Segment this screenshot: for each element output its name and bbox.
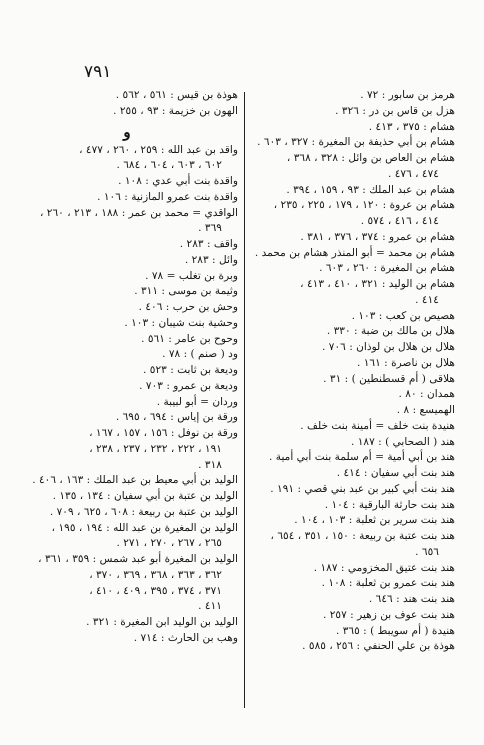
index-entry: هند بنت سرير بن ثعلبة : ١٠٣ ، ١٠٤ . xyxy=(294,514,455,527)
index-entry: هشام بن الوليد : ٣٢١ ، ٤١٠ ، ٤١٣ ، xyxy=(300,278,455,290)
index-entry-continuation: ٤٧٤ ، ٤٧٦ . xyxy=(387,167,439,180)
index-entry: هند ( الصحابي ) : ١٨٧ . xyxy=(350,435,455,448)
index-entry: هند بنت عتيق المخزومي : ١٨٧ . xyxy=(313,561,455,574)
index-entry-continuation: ٣١٨ . xyxy=(198,458,222,471)
index-entry: واقف : ٢٨٣ . xyxy=(179,238,238,250)
index-entry: هوذة بن علي الحنفي : ٢٥٦ ، ٥٨٥ . xyxy=(302,640,455,653)
index-entry: هصيص بن كعب : ١٠٣ . xyxy=(351,309,455,322)
index-entry: هشام : ٣٧٥ ، ٤١٣ . xyxy=(368,120,455,133)
index-entry: الوليد بن الوليد ابن المغيرة : ٣٢١ . xyxy=(86,616,238,628)
index-entry: ود ( صنم ) : ٧٨ . xyxy=(162,348,238,361)
index-entry: وثيمة بن موسى : ٣١١ . xyxy=(134,285,238,298)
index-entry-continuation: ٣٦٢ ، ٣٦٣ ، ٣٦٨ ، ٣٦٩ ، ٣٧٠ ، xyxy=(89,568,222,581)
index-entry: هلال بن مالك بن ضبة : ٣٣٠ . xyxy=(326,325,455,338)
index-entry: هنيدة ( أم سويبط ) : ٣٦٥ . xyxy=(335,624,455,637)
index-entry: ورقة بن نوفل : ١٥٦ ، ١٥٧ ، ١٦٧ ، xyxy=(89,427,238,439)
index-entry: هند بنت عمرو بن ثعلبة : ١٠٨ . xyxy=(321,577,455,590)
index-entry: وحش بن حرب : ٤٠٦ . xyxy=(138,301,238,313)
index-entry: واقدة بنت عمرو المازنية : ١٠٦ . xyxy=(97,190,238,203)
index-entry: هند بنت هند : ٦٤٦ . xyxy=(368,593,455,605)
index-entry: هشام بن عبد الملك : ٩٣ ، ١٥٩ ، ٣٩٤ . xyxy=(286,183,455,196)
page-number: ٧٩١ xyxy=(84,62,112,82)
index-entry: هند بنت أبي كبير بن عبد بني قصي : ١٩١ . xyxy=(270,482,455,495)
index-entry: هند بنت عتبة بن ربيعة : ١٥٠ ، ٣٥١ ، ٦٥٤ ، xyxy=(270,530,455,542)
index-entry: ورقة بن إياس : ٦٩٤ ، ٦٩٥ . xyxy=(115,411,238,424)
index-entry: وحشية بنت شيبان : ١٠٣ . xyxy=(124,316,238,329)
index-entry: هشام بن عروة : ١٢٠ ، ١٧٩ ، ٢٢٥ ، ٢٣٥ ، xyxy=(273,199,455,212)
section-letter-waw: و xyxy=(123,122,131,141)
index-entry: همدان : ٨٠ . xyxy=(398,388,455,401)
index-entry: الهميسع : ٨ . xyxy=(396,404,455,416)
index-entry-continuation: ٢٦٥ ، ٢٦٧ ، ٢٧٠ ، ٢٧١ . xyxy=(116,537,222,550)
index-entry: هوذة بن قيس : ٥٦١ ، ٥٦٢ . xyxy=(115,89,238,101)
index-entry: الهون بن خزيمة : ٩٣ ، ٢٥٥ . xyxy=(113,104,238,117)
index-entry-continuation: ١٩١ ، ٢٢٢ ، ٢٣٢ ، ٢٣٧ ، ٢٣٨ ، xyxy=(89,442,222,455)
index-entry: واقد بن عبد الله : ٢٥٩ ، ٢٦٠ ، ٤٧٧ ، xyxy=(79,143,238,156)
index-entry-continuation: ٦٥٦ . xyxy=(415,545,439,558)
index-entry: هشام بن عمرو : ٣٧٤ ، ٣٧٦ ، ٣٨١ . xyxy=(300,230,455,243)
index-entry: وردان = أبو لبيبة . xyxy=(156,395,238,408)
index-entry: الوليد بن أبي معيط بن عبد الملك : ١٦٣ ، ٤٠٦ . xyxy=(32,474,238,487)
index-entry-continuation: ٣٧١ ، ٣٧٤ ، ٣٩٥ ، ٤٠٩ ، ٤١٠ ، xyxy=(89,584,222,597)
index-entry: هند بنت عوف بن زهير : ٢٥٧ . xyxy=(322,608,455,621)
index-entry: هرمز بن سابور : ٧٢ . xyxy=(360,89,455,101)
index-entry: هشام بن محمد = أبو المنذر هشام بن محمد . xyxy=(254,246,455,259)
index-entry-continuation: ٣٦٩ . xyxy=(198,222,222,235)
index-entry: هند بن أبي أمية = أم سلمة بنت أبي أمية . xyxy=(269,451,455,464)
index-entry: هشام بن المغيرة : ٢٦٠ ، ٦٠٣ . xyxy=(319,262,455,275)
index-entry: وهب بن الحارث : ٧١٤ . xyxy=(133,631,238,644)
index-entry: هشام بن أبي حذيفة بن المغيرة : ٣٢٧ ، ٦٠٣ . xyxy=(257,136,455,149)
index-entry: الوليد بن عتبة بن أبي سفيان : ١٣٤ ، ١٣٥ . xyxy=(52,490,238,502)
index-entry: هزل بن قاس بن در : ٣٢٦ . xyxy=(335,104,455,117)
index-entry: وديعة بن ثابت : ٥٢٣ . xyxy=(143,364,238,376)
index-entry: هنيدة بنت خلف = أمينة بنت خلف . xyxy=(300,419,455,432)
index-entry: الوليد بن المغيرة أبو عبد شمس : ٣٥٩ ، ٣٦١ ، xyxy=(38,553,238,565)
left-column-top-entries xyxy=(16,88,238,120)
left-column-entries xyxy=(16,143,238,647)
index-entry: الواقدي = محمد بن عمر : ١٨٨ ، ٢١٣ ، ٢٦٠ ، xyxy=(40,206,238,219)
index-entry: وبرة بن تغلب = ٧٨ . xyxy=(145,269,238,282)
index-entry-continuation: ٤١٤ . xyxy=(415,293,439,306)
left-column xyxy=(16,88,238,647)
index-entry: الوليد بن عتبة بن ربيعة : ٦٠٨ ، ٦٢٥ ، ٧٠٩ . xyxy=(49,505,238,518)
index-entry: هند بنت أبي سفيان : ٤١٤ . xyxy=(336,467,455,479)
index-entry: هلاقى ( أم قسطنطين ) : ٣١ . xyxy=(323,372,455,385)
index-entry: هشام بن العاص بن وائل : ٣٢٨ ، ٣٦٨ ، xyxy=(286,152,455,164)
index-entry-continuation: ٦٠٢ ، ٦٠٣ ، ٦٠٤ ، ٦٨٤ . xyxy=(116,159,222,172)
index-entry: هند بنت حارثة البارقية : ١٠٤ . xyxy=(324,498,455,511)
index-entry-continuation: ٤١٤ ، ٤١٦ ، ٥٧٤ . xyxy=(360,215,439,227)
index-entry: وحوح بن عامر : ٥٦١ . xyxy=(141,332,238,345)
index-entry: وائل : ٢٨٣ . xyxy=(184,253,238,266)
index-entry: هلال بن هلال بن لوذان : ٧٠٦ . xyxy=(322,341,455,353)
index-entry: وديعة بن عمرو : ٧٠٣ . xyxy=(139,379,238,392)
index-entry: واقدة بنت أبي عدي : ١٠٨ . xyxy=(118,175,238,187)
column-divider xyxy=(244,92,245,708)
index-entry-continuation: ٤١١ . xyxy=(198,600,222,613)
index-entry: الوليد بن المغيرة بن عبد الله : ١٩٤ ، ١٩٥ ، xyxy=(51,521,238,534)
right-column xyxy=(250,88,455,655)
index-entry: هلال بن ناصرة : ١٦١ . xyxy=(356,356,455,369)
